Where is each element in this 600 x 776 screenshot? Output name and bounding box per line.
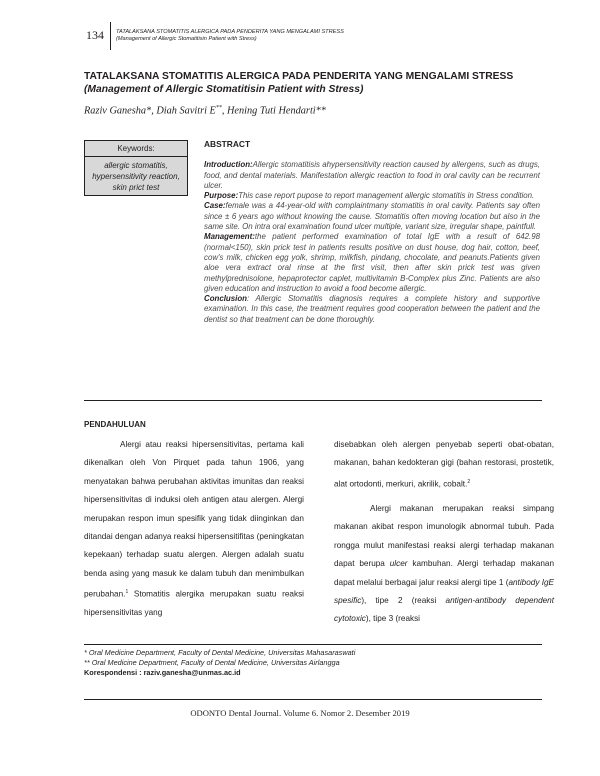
footer-divider bbox=[84, 699, 542, 700]
abstract bbox=[204, 139, 540, 325]
abstract-case: Case:female was a 44-year-old with complaintmany stomatitis in oral cavity. Patients say often since ± 6 years ago without knowing the cause. Stomatitis often moving location but also in the same site. On intra oral examination found ulcer multiple, variant size, irregular shape, paintfull. bbox=[204, 201, 540, 232]
body-paragraph: disebabkan oleh alergen penyebab seperti obat-obatan, makanan, bahan kedokteran gigi (bahan restorasi, prostetik, alat ortodonti, merkuri, akrilik, cobalt.$^2$ bbox=[334, 440, 554, 489]
article-title bbox=[84, 70, 554, 96]
abstract-conclusion: Conclusion: Allergic Stomatitis diagnosis requires a complete history and supportive examination. In this case, the treatment requires good cooperation between the patient and the dentist so that treatment can be done thoroughly. bbox=[204, 294, 540, 324]
running-header-subtitle: (Management of Allergic Stomatitisin Patient with Stress) bbox=[116, 36, 257, 42]
section-heading: PENDAHULUAN bbox=[84, 420, 146, 429]
abstract-introduction: Introduction:Allergic stomatitisis ahypersensitivity reaction caused by allergens, such as drugs, food, and dental materials. Manifestation allergic reaction to food in oral cavity can be recurrent ulcer. bbox=[204, 160, 540, 190]
page-number: 134 bbox=[86, 28, 104, 42]
abstract-purpose: Purpose:This case report pupose to report management allergic stomatitis in Stress condition. bbox=[204, 191, 535, 201]
footnotes bbox=[84, 648, 542, 678]
footnote-affiliation-2: ** Oral Medicine Department, Faculty of Dental Medicine, Universitas Airlangga bbox=[84, 658, 340, 667]
running-header bbox=[116, 29, 344, 43]
body-column-left bbox=[84, 436, 304, 623]
footnote-divider bbox=[84, 644, 542, 645]
running-header-title: TATALAKSANA STOMATITIS ALERGICA PADA PENDERITA YANG MENGALAMI STRESS bbox=[116, 29, 344, 35]
section-divider bbox=[84, 400, 542, 401]
body-paragraph: Alergi atau reaksi hipersensitivitas, pertama kali dikenalkan oleh Von Pirquet pada tahun 1906, yang menyatakan bahwa perubahan aktivitas imunitas dan reaksi hipersensitivitas di induksi oleh antigen atau alergen. Alergi merupakan respon imun spesifik yang tidak diinginkan dan ditandai dengan adanya reaksi hipersensitifitas (peningkatan kepekaan) terhadap suatu alergen. Alergen adalah suatu benda asing yang masuk ke dalam tubuh dan menimbulkan perubahan.$^1$ Stomatitis alergika merupakan suatu reaksi hipersensitivitas yang bbox=[84, 440, 304, 618]
keywords-text: allergic stomatitis, hypersensitivity reaction, skin prict test bbox=[92, 161, 180, 192]
journal-footer: ODONTO Dental Journal. Volume 6. Nomor 2. Desember 2019 bbox=[190, 708, 410, 718]
keywords-box bbox=[84, 140, 188, 196]
article-title-id: TATALAKSANA STOMATITIS ALERGICA PADA PENDERITA YANG MENGALAMI STRESS bbox=[84, 71, 514, 82]
abstract-heading: ABSTRACT bbox=[204, 139, 251, 149]
body-paragraph: Alergi makanan merupakan reaksi simpang makanan akibat respon imunologik abnormal tubuh. Pada rongga mulut manifestasi reaksi alergi terhadap makanan dapat berupa ulcer kambuhan. Alergi terhadap makanan dapat melalui berbagai jalur reaksi alergi tipe 1 (antibody IgE spesific), tipe 2 (reaksi antigen-antibody dependent cytotoxic), tipe 3 (reaksi bbox=[334, 503, 554, 624]
article-title-en: (Management of Allergic Stomatitisin Patient with Stress) bbox=[84, 84, 364, 95]
header-divider bbox=[110, 22, 111, 50]
footnote-affiliation-1: * Oral Medicine Department, Faculty of Dental Medicine, Universitas Mahasaraswati bbox=[84, 648, 356, 657]
correspondence-email: Korespondensi : raziv.ganesha@unmas.ac.id bbox=[84, 668, 241, 677]
author-list: Raziv Ganesha*, Diah Savitri E**, Hening Tuti Hendarti** bbox=[84, 105, 326, 117]
body-column-right bbox=[334, 436, 554, 629]
keywords-heading: Keywords: bbox=[85, 141, 187, 157]
abstract-management: Management:the patient performed examination of total IgE with a result of 642.98 (normal<150), skin prick test in patients results positive on dust house, dog hair, cotton, beef, cow's milk, chicken egg yolk, shrimp, milkfish, pindang, chocolate, and peanuts.Patients given aloe vera extract oral rinse at the first visit, then after skin prick test was given methylprednisolone, hepaprotector caplet, multivitamin B-Complex plus Zinc. Patients are also given education and instruction to avoid a food become allergic. bbox=[204, 232, 540, 293]
